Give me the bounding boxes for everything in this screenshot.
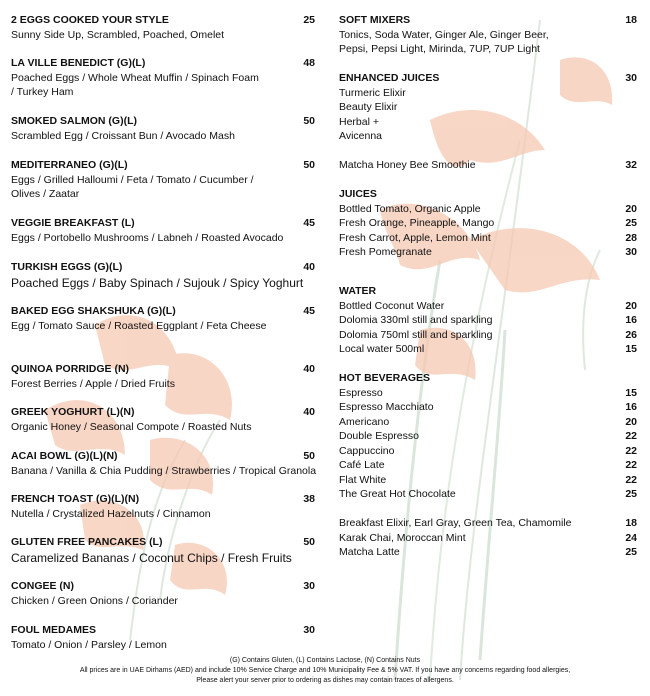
row-name: Breakfast Elixir, Earl Gray, Green Tea, Chamomile <box>339 517 572 529</box>
menu-item-veggie-breakfast <box>11 216 317 245</box>
item-name: FOUL MEDAMES <box>11 624 96 636</box>
row-name: Karak Chai, Moroccan Mint <box>339 531 466 544</box>
item-name: FRENCH TOAST (G)(L)(N) <box>11 493 140 505</box>
row-name: Dolomia 750ml still and sparkling <box>339 328 493 341</box>
row-name: Espresso Macchiato <box>339 401 434 413</box>
section-teas <box>339 516 637 560</box>
item-name: VEGGIE BREAKFAST (L) <box>11 217 135 229</box>
row-name: Cappuccino <box>339 444 395 457</box>
menu-item-gluten-free-pancakes <box>11 535 317 566</box>
item-name: ACAI BOWL (G)(L)(N) <box>11 450 118 462</box>
allergen-footer <box>0 656 650 685</box>
section-water <box>339 284 637 357</box>
row-price: 30 <box>625 246 637 258</box>
row-name: Double Espresso <box>339 430 419 442</box>
row-price: 22 <box>625 459 637 471</box>
item-description: Poached Eggs / Whole Wheat Muffin / Spinach Foam / Turkey Ham <box>11 71 259 98</box>
section-title: WATER <box>339 285 377 297</box>
row-price: 16 <box>625 401 637 413</box>
section-title: SOFT MIXERS <box>339 14 411 26</box>
section-enhanced-juices <box>339 71 637 144</box>
item-name: MEDITERRANEO (G)(L) <box>11 159 128 171</box>
row-name: Local water 500ml <box>339 343 425 355</box>
menu-item-greek-yoghurt <box>11 405 317 434</box>
row-price: 24 <box>625 531 637 544</box>
item-name: GREEK YOGHURT (L)(N) <box>11 406 135 418</box>
item-name: SMOKED SALMON (G)(L) <box>11 115 137 127</box>
section-price: 18 <box>625 14 637 26</box>
menu-item-acai-bowl <box>11 449 317 478</box>
menu-item-french-toast <box>11 492 317 521</box>
row-price: 15 <box>625 386 637 399</box>
row-name: Tonics, Soda Water, Ginger Ale, Ginger Beer, <box>339 28 549 41</box>
row-name: Fresh Orange, Pineapple, Mango <box>339 217 495 229</box>
row-price: 22 <box>625 430 637 442</box>
item-name: LA VILLE BENEDICT (G)(L) <box>11 57 146 69</box>
item-description: Caramelized Bananas / Coconut Chips / Fresh Fruits <box>11 550 292 565</box>
section-soft-mixers <box>339 13 637 57</box>
row-price: 20 <box>625 202 637 215</box>
item-description: Nutella / Crystalized Hazelnuts / Cinnamon <box>11 507 211 520</box>
row-name: Herbal + <box>339 115 379 128</box>
menu-item-mediterraneo <box>11 158 317 202</box>
row-name: Bottled Coconut Water <box>339 299 445 312</box>
section-smoothie <box>339 158 637 173</box>
item-name: CONGEE (N) <box>11 580 74 592</box>
item-price: 50 <box>303 536 315 548</box>
item-name: 2 EGGS COOKED YOUR STYLE <box>11 14 169 26</box>
item-name: TURKISH EGGS (G)(L) <box>11 261 123 273</box>
menu-item-smoked-salmon <box>11 114 317 143</box>
item-price: 40 <box>303 363 315 375</box>
row-price: 25 <box>625 546 637 558</box>
row-name: Matcha Honey Bee Smoothie <box>339 159 476 171</box>
item-price: 50 <box>303 115 315 127</box>
row-name: The Great Hot Chocolate <box>339 488 456 500</box>
item-description: Tomato / Onion / Parsley / Lemon <box>11 638 167 651</box>
menu-item-foul-medames <box>11 623 317 652</box>
row-price: 22 <box>625 473 637 486</box>
section-hot-beverages <box>339 371 637 502</box>
row-price: 25 <box>625 488 637 500</box>
menu-item-turkish-eggs <box>11 260 317 291</box>
row-name: Bottled Tomato, Organic Apple <box>339 202 481 215</box>
item-price: 48 <box>303 57 315 69</box>
menu-item-2-eggs <box>11 13 317 42</box>
item-price: 38 <box>303 493 315 505</box>
row-price: 28 <box>625 231 637 244</box>
item-description: Eggs / Grilled Halloumi / Feta / Tomato / Cucumber / Olives / Zaatar <box>11 173 254 200</box>
item-price: 50 <box>303 450 315 462</box>
row-name: Matcha Latte <box>339 546 400 558</box>
row-name: Avicenna <box>339 130 383 142</box>
row-name: Americano <box>339 415 390 428</box>
row-price: 26 <box>625 328 637 341</box>
section-title: HOT BEVERAGES <box>339 372 431 384</box>
item-name: GLUTEN FREE PANCAKES (L) <box>11 536 163 548</box>
item-price: 40 <box>303 261 315 273</box>
item-price: 50 <box>303 159 315 171</box>
item-description: Scrambled Egg / Croissant Bun / Avocado Mash <box>11 129 235 142</box>
pricing-note: All prices are in UAE Dirhams (AED) and include 10% Service Charge and 10% Municipality Fee & 5% VAT. If you have any concerns regarding food allergies, <box>79 666 571 674</box>
row-name: Dolomia 330ml still and sparkling <box>339 314 493 326</box>
menu-item-congee <box>11 579 317 608</box>
item-description: Chicken / Green Onions / Coriander <box>11 594 178 607</box>
allergen-legend: (G) Contains Gluten, (L) Contains Lactose, (N) Contains Nuts <box>229 657 421 664</box>
row-price: 20 <box>625 299 637 312</box>
item-description: Poached Eggs / Baby Spinach / Sujouk / Spicy Yoghurt <box>11 275 304 290</box>
row-price: 18 <box>625 517 637 529</box>
item-description: Forest Berries / Apple / Dried Fruits <box>11 377 175 390</box>
row-name: Turmeric Elixir <box>339 86 406 99</box>
row-price: 22 <box>625 444 637 457</box>
section-title: ENHANCED JUICES <box>339 72 440 84</box>
row-name: Flat White <box>339 473 387 486</box>
item-description: Banana / Vanilla & Chia Pudding / Strawberries / Tropical Granola <box>11 464 317 477</box>
row-price: 15 <box>625 343 637 355</box>
row-name: Pepsi, Pepsi Light, Mirinda, 7UP, 7UP Light <box>339 43 540 55</box>
menu-item-la-ville-benedict <box>11 56 317 100</box>
row-price: 32 <box>625 159 637 171</box>
row-name: Espresso <box>339 386 383 399</box>
item-price: 45 <box>303 217 315 229</box>
item-price: 30 <box>303 580 315 592</box>
item-name: BAKED EGG SHAKSHUKA (G)(L) <box>11 305 176 317</box>
item-description: Eggs / Portobello Mushrooms / Labneh / Roasted Avocado <box>11 231 284 244</box>
row-name: Fresh Pomegranate <box>339 246 432 258</box>
item-name: QUINOA PORRIDGE (N) <box>11 363 130 375</box>
menu-item-baked-egg-shakshuka <box>11 304 317 333</box>
item-price: 25 <box>303 14 315 26</box>
item-price: 30 <box>303 624 315 636</box>
item-description: Organic Honey / Seasonal Compote / Roasted Nuts <box>11 420 252 433</box>
item-price: 45 <box>303 305 315 317</box>
menu-item-quinoa-porridge <box>11 362 317 391</box>
row-name: Beauty Elixir <box>339 101 398 113</box>
item-description: Egg / Tomato Sauce / Roasted Eggplant / Feta Cheese <box>11 319 267 332</box>
item-price: 40 <box>303 406 315 418</box>
allergy-alert-note: Please alert your server prior to ordering as dishes may contain traces of allergens. <box>196 676 454 684</box>
section-juices <box>339 187 637 260</box>
section-price: 30 <box>625 72 637 84</box>
item-description: Sunny Side Up, Scrambled, Poached, Omelet <box>11 28 225 41</box>
section-title: JUICES <box>339 188 377 200</box>
row-name: Fresh Carrot, Apple, Lemon Mint <box>339 231 491 244</box>
row-price: 16 <box>625 314 637 326</box>
row-price: 20 <box>625 415 637 428</box>
row-name: Café Late <box>339 459 385 471</box>
row-price: 25 <box>625 217 637 229</box>
